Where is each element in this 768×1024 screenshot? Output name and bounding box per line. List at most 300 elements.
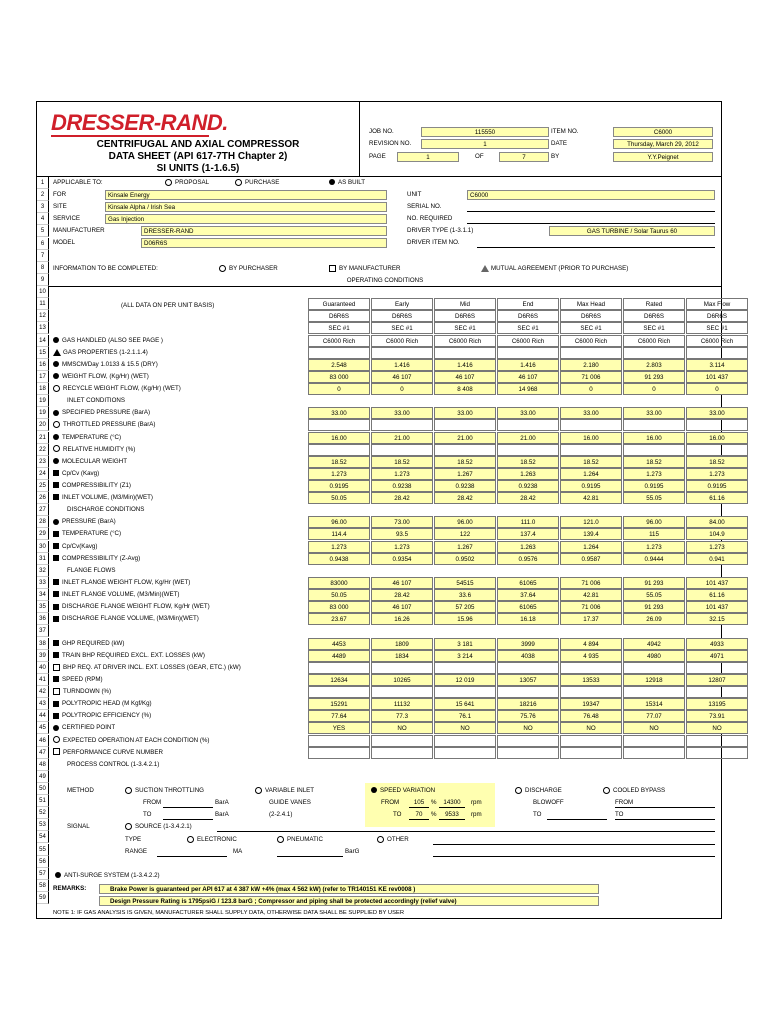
data-cell[interactable]: 4971 [686, 650, 748, 662]
data-cell[interactable]: 96.00 [434, 516, 496, 528]
data-cell[interactable]: 18216 [497, 698, 559, 710]
row-number: 45 [37, 722, 49, 734]
data-cell[interactable]: 0.9587 [560, 553, 622, 565]
data-cell[interactable]: 33.00 [686, 407, 748, 419]
data-cell[interactable] [308, 347, 370, 359]
data-cell[interactable] [686, 735, 748, 747]
job-no-value[interactable]: 115550 [421, 127, 549, 137]
data-cell[interactable] [434, 444, 496, 456]
source-option[interactable]: SOURCE (1-3.4.2.1) [125, 822, 192, 831]
of-label: OF [475, 153, 484, 160]
data-cell[interactable]: 16.00 [560, 432, 622, 444]
data-cell[interactable]: 54515 [434, 577, 496, 589]
data-cell[interactable] [623, 735, 685, 747]
data-cell[interactable]: 1.273 [308, 468, 370, 480]
data-cell[interactable]: 0.9576 [497, 553, 559, 565]
data-cell[interactable]: 13195 [686, 698, 748, 710]
data-cell[interactable] [623, 444, 685, 456]
cell-row12[interactable]: D6R6S [371, 310, 433, 322]
data-cell[interactable]: YES [308, 722, 370, 734]
data-cell[interactable]: 1.267 [434, 468, 496, 480]
data-cell[interactable]: 26.09 [623, 613, 685, 625]
data-cell[interactable]: 14 968 [497, 383, 559, 395]
service-value[interactable]: Gas Injection [105, 214, 387, 224]
data-cell[interactable] [497, 444, 559, 456]
other-line[interactable] [433, 844, 715, 845]
driver-type-value[interactable]: GAS TURBINE / Solar Taurus 60 [549, 226, 715, 236]
data-cell[interactable]: 104.9 [686, 528, 748, 540]
data-cell[interactable] [560, 419, 622, 431]
data-cell[interactable]: 50.05 [308, 589, 370, 601]
data-cell[interactable]: 121.0 [560, 516, 622, 528]
driver-item-line[interactable] [477, 247, 715, 248]
data-cell[interactable]: 46 107 [434, 371, 496, 383]
data-cell[interactable] [434, 662, 496, 674]
data-cell[interactable]: 8 408 [434, 383, 496, 395]
square-icon [53, 664, 60, 671]
row-number: 1 [37, 177, 49, 189]
blowoff-to-line[interactable] [547, 819, 607, 820]
data-cell[interactable] [497, 735, 559, 747]
cooled-bypass-option[interactable]: COOLED BYPASS [603, 786, 665, 795]
data-cell[interactable]: 1.273 [623, 541, 685, 553]
data-cell[interactable] [308, 419, 370, 431]
data-cell[interactable]: 33.00 [434, 407, 496, 419]
cell-row14[interactable]: C6000 Rich [497, 335, 559, 347]
data-cell[interactable]: 12918 [623, 674, 685, 686]
speed-from-pct[interactable]: 105 [409, 798, 429, 808]
cell-row14[interactable]: C6000 Rich [623, 335, 685, 347]
cell-row14[interactable]: C6000 Rich [308, 335, 370, 347]
data-cell[interactable] [371, 735, 433, 747]
data-cell[interactable] [434, 686, 496, 698]
data-cell[interactable]: 21.00 [371, 432, 433, 444]
data-cell[interactable]: 4942 [623, 638, 685, 650]
data-cell[interactable] [434, 747, 496, 759]
data-cell[interactable]: 10265 [371, 674, 433, 686]
data-cell[interactable]: 61065 [497, 601, 559, 613]
data-cell[interactable]: 28.42 [434, 492, 496, 504]
data-cell[interactable]: 1.416 [497, 359, 559, 371]
pneumatic-option[interactable]: PNEUMATIC [277, 835, 323, 844]
data-cell[interactable]: 3.114 [686, 359, 748, 371]
data-cell[interactable] [686, 747, 748, 759]
data-cell[interactable]: 42.81 [560, 492, 622, 504]
data-cell[interactable]: 91 293 [623, 601, 685, 613]
data-cell[interactable]: 84.00 [686, 516, 748, 528]
data-cell[interactable]: 37.64 [497, 589, 559, 601]
data-cell[interactable]: 76.1 [434, 710, 496, 722]
data-cell[interactable]: 0.9444 [623, 553, 685, 565]
for-value[interactable]: Kinsale Energy [105, 190, 387, 200]
cooled-from-line[interactable] [615, 807, 715, 808]
data-cell[interactable]: 21.00 [497, 432, 559, 444]
cell-row12[interactable]: D6R6S [497, 310, 559, 322]
data-cell[interactable] [497, 335, 559, 347]
data-cell[interactable] [434, 335, 496, 347]
cell-row13[interactable]: SEC #1 [686, 322, 748, 334]
data-cell[interactable] [497, 747, 559, 759]
data-cell[interactable]: 33.00 [560, 407, 622, 419]
data-cell[interactable]: 75.76 [497, 710, 559, 722]
data-cell[interactable]: NO [686, 722, 748, 734]
data-cell[interactable]: 28.42 [497, 492, 559, 504]
data-cell[interactable] [434, 419, 496, 431]
data-cell[interactable]: 91 293 [623, 371, 685, 383]
data-cell[interactable] [686, 419, 748, 431]
data-cell[interactable]: 19347 [560, 698, 622, 710]
data-cell[interactable]: 46 107 [371, 577, 433, 589]
to-line[interactable] [163, 819, 213, 820]
data-cell[interactable] [623, 686, 685, 698]
data-cell[interactable] [560, 735, 622, 747]
cell-row14[interactable]: C6000 Rich [686, 335, 748, 347]
data-cell[interactable]: 16.00 [623, 432, 685, 444]
data-cell[interactable]: 16.26 [371, 613, 433, 625]
data-cell[interactable] [623, 747, 685, 759]
data-cell[interactable]: 0 [371, 383, 433, 395]
data-cell[interactable] [371, 747, 433, 759]
data-cell[interactable]: 0 [308, 383, 370, 395]
data-cell[interactable] [560, 444, 622, 456]
data-cell[interactable]: 71 006 [560, 601, 622, 613]
data-cell[interactable] [371, 335, 433, 347]
data-cell[interactable]: 28.42 [371, 492, 433, 504]
data-cell[interactable]: 18.52 [434, 456, 496, 468]
data-cell[interactable]: NO [623, 722, 685, 734]
data-cell[interactable]: 13057 [497, 674, 559, 686]
data-cell[interactable]: 71 006 [560, 371, 622, 383]
data-cell[interactable] [308, 686, 370, 698]
data-cell[interactable]: 0.9238 [371, 480, 433, 492]
data-cell[interactable]: NO [371, 722, 433, 734]
cell-row14[interactable]: C6000 Rich [434, 335, 496, 347]
data-cell[interactable] [623, 347, 685, 359]
data-cell[interactable] [308, 735, 370, 747]
range-ma-line[interactable] [157, 856, 227, 857]
data-cell[interactable]: 101 437 [686, 601, 748, 613]
data-cell[interactable]: 96.00 [623, 516, 685, 528]
data-cell[interactable]: 1.273 [686, 541, 748, 553]
cell-row12[interactable]: D6R6S [434, 310, 496, 322]
range-other-line[interactable] [433, 856, 715, 857]
data-cell[interactable] [686, 335, 748, 347]
data-cell[interactable]: 33.00 [371, 407, 433, 419]
data-cell[interactable] [434, 735, 496, 747]
data-cell[interactable]: 0.9238 [497, 480, 559, 492]
data-cell[interactable] [371, 662, 433, 674]
data-cell[interactable]: 77.3 [371, 710, 433, 722]
square-icon [329, 265, 336, 272]
of-value[interactable]: 7 [499, 152, 549, 162]
model-value[interactable]: D06R6S [141, 238, 387, 248]
remark-1[interactable]: Brake Power is guaranteed per API 617 at 4 387 kW +4% (max 4 562 kW) (refer to TR140151 KE rev0008 ) [99, 884, 599, 894]
data-cell[interactable]: 18.52 [308, 456, 370, 468]
data-cell[interactable]: 18.52 [497, 456, 559, 468]
speed-variation-option[interactable]: SPEED VARIATION [371, 786, 435, 795]
data-cell[interactable]: 139.4 [560, 528, 622, 540]
data-cell[interactable]: 114.4 [308, 528, 370, 540]
data-cell[interactable]: 4 894 [560, 638, 622, 650]
cell-row13[interactable]: SEC #1 [308, 322, 370, 334]
data-cell[interactable] [686, 347, 748, 359]
data-cell[interactable]: 91 293 [623, 577, 685, 589]
other-option[interactable]: OTHER [377, 835, 409, 844]
data-cell[interactable]: 101 437 [686, 371, 748, 383]
discharge-option[interactable]: DISCHARGE [515, 786, 562, 795]
data-cell[interactable]: NO [497, 722, 559, 734]
date-value[interactable]: Thursday, March 29, 2012 [613, 139, 713, 149]
data-cell[interactable] [308, 335, 370, 347]
page-value[interactable]: 1 [397, 152, 459, 162]
data-cell[interactable]: 83000 [308, 577, 370, 589]
proposal-option[interactable]: PROPOSAL [165, 178, 209, 187]
data-cell[interactable] [686, 444, 748, 456]
data-cell[interactable]: 1834 [371, 650, 433, 662]
data-cell[interactable]: 18.52 [560, 456, 622, 468]
data-cell[interactable] [371, 347, 433, 359]
data-cell[interactable]: 15291 [308, 698, 370, 710]
by-manufacturer-option[interactable]: BY MANUFACTURER [329, 264, 400, 273]
filled-circle-icon [53, 725, 59, 731]
data-cell[interactable]: 4489 [308, 650, 370, 662]
data-cell[interactable]: 1.273 [371, 541, 433, 553]
data-cell[interactable] [560, 335, 622, 347]
data-cell[interactable] [623, 662, 685, 674]
data-cell[interactable]: 83 000 [308, 371, 370, 383]
data-cell[interactable]: 46 107 [497, 371, 559, 383]
data-cell[interactable]: 1.263 [497, 541, 559, 553]
data-cell[interactable]: 3 181 [434, 638, 496, 650]
filled-circle-icon [53, 373, 59, 379]
data-cell[interactable]: 77.07 [623, 710, 685, 722]
data-cell[interactable]: 101 437 [686, 577, 748, 589]
data-cell[interactable]: 0.9502 [434, 553, 496, 565]
data-cell[interactable]: 33.00 [308, 407, 370, 419]
data-cell[interactable] [371, 444, 433, 456]
data-cell[interactable]: 12634 [308, 674, 370, 686]
data-cell[interactable] [560, 686, 622, 698]
data-cell[interactable]: 3999 [497, 638, 559, 650]
data-cell[interactable]: NO [434, 722, 496, 734]
data-cell[interactable]: 23.67 [308, 613, 370, 625]
data-cell[interactable]: 46 107 [371, 601, 433, 613]
row-number: 8 [37, 262, 49, 274]
data-cell[interactable]: 12807 [686, 674, 748, 686]
data-cell[interactable] [623, 335, 685, 347]
cell-row13[interactable]: SEC #1 [371, 322, 433, 334]
by-purchaser-option[interactable]: BY PURCHASER [219, 264, 278, 273]
as-built-option[interactable]: AS BUILT [329, 178, 365, 187]
electronic-option[interactable]: ELECTRONIC [187, 835, 237, 844]
data-cell[interactable]: 12 019 [434, 674, 496, 686]
remark-2[interactable]: Design Pressure Rating is 1795psiG / 123.8 barG ; Compressor and piping shall be protected accordingly (relief valve) [99, 896, 599, 906]
data-cell[interactable]: 0.941 [686, 553, 748, 565]
data-cell[interactable]: 55.05 [623, 589, 685, 601]
data-cell[interactable]: 57 205 [434, 601, 496, 613]
data-cell[interactable]: 0 [623, 383, 685, 395]
unit-value[interactable]: C6000 [467, 190, 715, 200]
item-no-value[interactable]: C6000 [613, 127, 713, 137]
data-cell[interactable]: 0 [686, 383, 748, 395]
data-cell[interactable]: 33.00 [623, 407, 685, 419]
row-label: PRESSURE (BarA) [53, 517, 116, 526]
cell-row14[interactable]: C6000 Rich [560, 335, 622, 347]
filled-square-icon [53, 640, 59, 646]
data-cell[interactable] [497, 419, 559, 431]
data-cell[interactable]: 1.416 [371, 359, 433, 371]
serial-line[interactable] [467, 211, 715, 212]
data-cell[interactable]: 15.96 [434, 613, 496, 625]
data-cell[interactable]: 1.263 [497, 468, 559, 480]
data-cell[interactable]: 15 641 [434, 698, 496, 710]
data-cell[interactable]: 18.52 [371, 456, 433, 468]
data-cell[interactable]: 3 214 [434, 650, 496, 662]
data-cell[interactable]: 0 [560, 383, 622, 395]
data-cell[interactable]: 96.00 [308, 516, 370, 528]
data-cell[interactable] [434, 347, 496, 359]
data-cell[interactable]: 2.803 [623, 359, 685, 371]
variable-inlet-option[interactable]: VARIABLE INLET [255, 786, 314, 795]
data-cell[interactable]: 1.416 [434, 359, 496, 371]
data-cell[interactable] [560, 662, 622, 674]
data-cell[interactable] [497, 662, 559, 674]
data-cell[interactable] [371, 419, 433, 431]
data-cell[interactable] [371, 686, 433, 698]
data-cell[interactable]: 61.16 [686, 589, 748, 601]
data-cell[interactable] [560, 347, 622, 359]
purchase-option[interactable]: PURCHASE [235, 178, 279, 187]
data-cell[interactable]: 122 [434, 528, 496, 540]
data-cell[interactable]: 77.64 [308, 710, 370, 722]
speed-from-rpm[interactable]: 14300 [439, 798, 465, 808]
data-cell[interactable]: 16.18 [497, 613, 559, 625]
data-cell[interactable]: 73.91 [686, 710, 748, 722]
data-cell[interactable]: 73.00 [371, 516, 433, 528]
data-cell[interactable]: 1.273 [686, 468, 748, 480]
cell-row13[interactable]: SEC #1 [560, 322, 622, 334]
data-cell[interactable]: 33.6 [434, 589, 496, 601]
data-cell[interactable] [623, 419, 685, 431]
data-cell[interactable]: 76.48 [560, 710, 622, 722]
data-cell[interactable]: 4980 [623, 650, 685, 662]
from-line[interactable] [163, 807, 213, 808]
data-cell[interactable]: 0.9438 [308, 553, 370, 565]
data-cell[interactable]: 55.05 [623, 492, 685, 504]
data-cell[interactable]: 17.37 [560, 613, 622, 625]
data-cell[interactable]: 1.273 [371, 468, 433, 480]
cell-row14[interactable]: C6000 Rich [371, 335, 433, 347]
data-cell[interactable]: 2.548 [308, 359, 370, 371]
data-cell[interactable]: 61065 [497, 577, 559, 589]
data-cell[interactable]: 28.42 [371, 589, 433, 601]
cell-row12[interactable]: D6R6S [560, 310, 622, 322]
data-cell[interactable]: 93.5 [371, 528, 433, 540]
data-cell[interactable]: 1809 [371, 638, 433, 650]
data-cell[interactable]: 1.273 [308, 541, 370, 553]
data-cell[interactable]: 15314 [623, 698, 685, 710]
mutual-agreement-option[interactable]: MUTUAL AGREEMENT (PRIOR TO PURCHASE) [481, 264, 628, 273]
data-cell[interactable]: 111.0 [497, 516, 559, 528]
data-cell[interactable]: 50.05 [308, 492, 370, 504]
data-cell[interactable]: 0.9354 [371, 553, 433, 565]
data-cell[interactable]: 1.273 [623, 468, 685, 480]
cell-row12[interactable]: D6R6S [308, 310, 370, 322]
data-cell[interactable]: 1.264 [560, 468, 622, 480]
cooled-to-line[interactable] [615, 819, 715, 820]
data-cell[interactable]: 21.00 [434, 432, 496, 444]
data-cell[interactable]: 4038 [497, 650, 559, 662]
data-cell[interactable] [308, 747, 370, 759]
data-cell[interactable] [497, 347, 559, 359]
data-cell[interactable]: 115 [623, 528, 685, 540]
cell-row13[interactable]: SEC #1 [434, 322, 496, 334]
data-cell[interactable]: 83 000 [308, 601, 370, 613]
no-required-line[interactable] [467, 223, 715, 224]
data-cell[interactable]: 0.9195 [308, 480, 370, 492]
data-cell[interactable]: 1.264 [560, 541, 622, 553]
row-label: POLYTROPIC HEAD (M Kgf/Kg) [53, 699, 152, 708]
data-cell[interactable] [308, 444, 370, 456]
revision-value[interactable]: 1 [421, 139, 549, 149]
data-cell[interactable]: 16.00 [686, 432, 748, 444]
data-cell[interactable]: 18.52 [686, 456, 748, 468]
data-cell[interactable]: 42.81 [560, 589, 622, 601]
suction-throttling-option[interactable]: SUCTION THROTTLING [125, 786, 204, 795]
speed-to-rpm[interactable]: 9533 [439, 810, 465, 820]
data-cell[interactable]: 2.180 [560, 359, 622, 371]
column-header-rated: Rated [623, 298, 685, 310]
site-value[interactable]: Kinsale Alpha / Irish Sea [105, 202, 387, 212]
data-cell[interactable]: 137.4 [497, 528, 559, 540]
data-cell[interactable]: 33.00 [497, 407, 559, 419]
data-cell[interactable]: 16.00 [308, 432, 370, 444]
data-cell[interactable] [560, 747, 622, 759]
by-value[interactable]: Y.Y.Peignet [613, 152, 713, 162]
source-line[interactable] [217, 831, 715, 832]
cell-row13[interactable]: SEC #1 [497, 322, 559, 334]
data-cell[interactable]: 61.16 [686, 492, 748, 504]
data-cell[interactable]: 32.15 [686, 613, 748, 625]
data-cell[interactable]: 4453 [308, 638, 370, 650]
data-cell[interactable]: 46 107 [371, 371, 433, 383]
data-cell[interactable]: 0.9238 [434, 480, 496, 492]
manufacturer-value[interactable]: DRESSER-RAND [141, 226, 387, 236]
data-cell[interactable]: NO [560, 722, 622, 734]
cell-row12[interactable]: D6R6S [686, 310, 748, 322]
data-cell[interactable]: 1.267 [434, 541, 496, 553]
data-cell[interactable]: 0.9195 [623, 480, 685, 492]
note-1: NOTE 1: IF GAS ANALYSIS IS GIVEN, MANUFACTURER SHALL SUPPLY DATA, OTHERWISE DATA SHALL BE SUPPLIED BY USER [53, 910, 405, 916]
cell-row12[interactable]: D6R6S [623, 310, 685, 322]
range-barg-line[interactable] [277, 856, 343, 857]
data-cell[interactable]: 4933 [686, 638, 748, 650]
data-cell[interactable]: 0.9195 [560, 480, 622, 492]
data-cell[interactable] [497, 686, 559, 698]
data-cell[interactable] [308, 662, 370, 674]
data-cell[interactable] [686, 686, 748, 698]
data-cell[interactable] [686, 662, 748, 674]
data-cell[interactable]: 0.9195 [686, 480, 748, 492]
data-cell[interactable]: 18.52 [623, 456, 685, 468]
data-cell[interactable]: 13533 [560, 674, 622, 686]
data-cell[interactable]: 4 935 [560, 650, 622, 662]
data-cell[interactable]: 11132 [371, 698, 433, 710]
row-label: GAS HANDLED (ALSO SEE PAGE ) [53, 336, 163, 345]
speed-to-pct[interactable]: 70 [409, 810, 429, 820]
cell-row13[interactable]: SEC #1 [623, 322, 685, 334]
data-cell[interactable]: 71 006 [560, 577, 622, 589]
